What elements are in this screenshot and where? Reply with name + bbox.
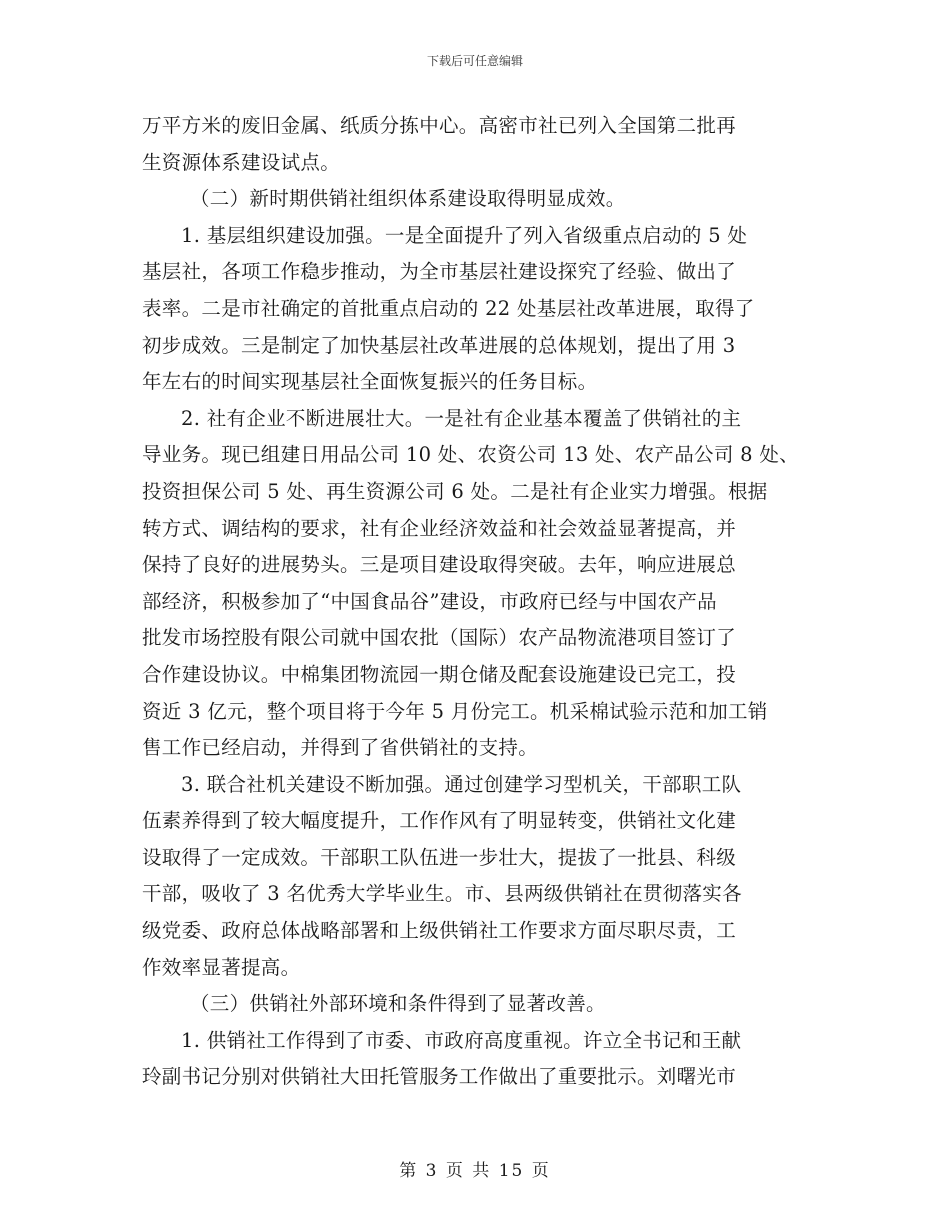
text-line: 导业务。现已组建日用品公司 10 处、农资公司 13 处、农产品公司 8 处、 — [142, 443, 799, 467]
text-line: 年左右的时间实现基层社全面恢复振兴的任务目标。 — [142, 370, 598, 394]
text-line: 干部，吸收了 3 名优秀大学毕业生。市、县两级供销社在贯彻落实各 — [142, 882, 742, 906]
text-line: 基层社，各项工作稳步推动，为全市基层社建设探究了经验、做出了 — [142, 260, 737, 284]
page-header: 下载后可任意编辑 — [426, 54, 523, 68]
text-line: 转方式、调结构的要求，社有企业经济效益和社会效益显著提高，并 — [142, 516, 737, 540]
text-line: 售工作已经启动，并得到了省供销社的支持。 — [142, 736, 539, 760]
text-line: 级党委、政府总体战略部署和上级供销社工作要求方面尽职尽责，工 — [142, 919, 737, 943]
text-line: 设取得了一定成效。干部职工队伍进一步壮大，提拔了一批县、科级 — [142, 845, 737, 869]
text-line: 部经济，积极参加了“中国食品谷”建设，市政府已经与中国农产品 — [142, 589, 717, 613]
text-line: 保持了良好的进展势头。三是项目建设取得突破。去年，响应进展总 — [142, 553, 737, 577]
text-line: 批发市场控股有限公司就中国农批（国际）农产品物流港项目签订了 — [142, 626, 737, 650]
text-line: 万平方米的废旧金属、纸质分拣中心。高密市社已列入全国第二批再 — [142, 114, 737, 137]
text-line: 合作建设协议。中棉集团物流园一期仓储及配套设施建设已完工，投 — [142, 662, 737, 686]
text-line: 2. 社有企业不断进展壮大。一是社有企业基本覆盖了供销社的主 — [181, 406, 742, 430]
document-body — [142, 108, 822, 1096]
section-heading: （三）供销社外部环境和条件得到了显著改善。 — [190, 992, 606, 1016]
text-line: 伍素养得到了较大幅度提升，工作作风有了明显转变，供销社文化建 — [142, 809, 737, 833]
text-line: 作效率显著提高。 — [142, 955, 301, 979]
text-line: 初步成效。三是制定了加快基层社改革进展的总体规划，提出了用 3 — [142, 333, 736, 357]
page-footer: 第 3 页 共 15 页 — [399, 1161, 551, 1181]
text-line: 资近 3 亿元，整个项目将于今年 5 月份完工。机采棉试验示范和加工销 — [142, 699, 768, 723]
text-line: 玲副书记分别对供销社大田托管服务工作做出了重要批示。刘曙光市 — [142, 1065, 737, 1089]
section-heading: （二）新时期供销社组织体系建设取得明显成效。 — [190, 187, 626, 211]
text-line: 3. 联合社机关建设不断加强。通过创建学习型机关，干部职工队 — [181, 772, 742, 796]
text-line: 生资源体系建设试点。 — [142, 150, 341, 174]
text-line: 投资担保公司 5 处、再生资源公司 6 处。二是社有企业实力增强。根据 — [142, 479, 768, 503]
text-line: 1. 基层组织建设加强。一是全面提升了列入省级重点启动的 5 处 — [181, 223, 748, 247]
text-line: 表率。二是市社确定的首批重点启动的 22 处基层社改革进展，取得了 — [142, 296, 755, 320]
text-line: 1. 供销社工作得到了市委、市政府高度重视。许立全书记和王献 — [181, 1028, 742, 1052]
